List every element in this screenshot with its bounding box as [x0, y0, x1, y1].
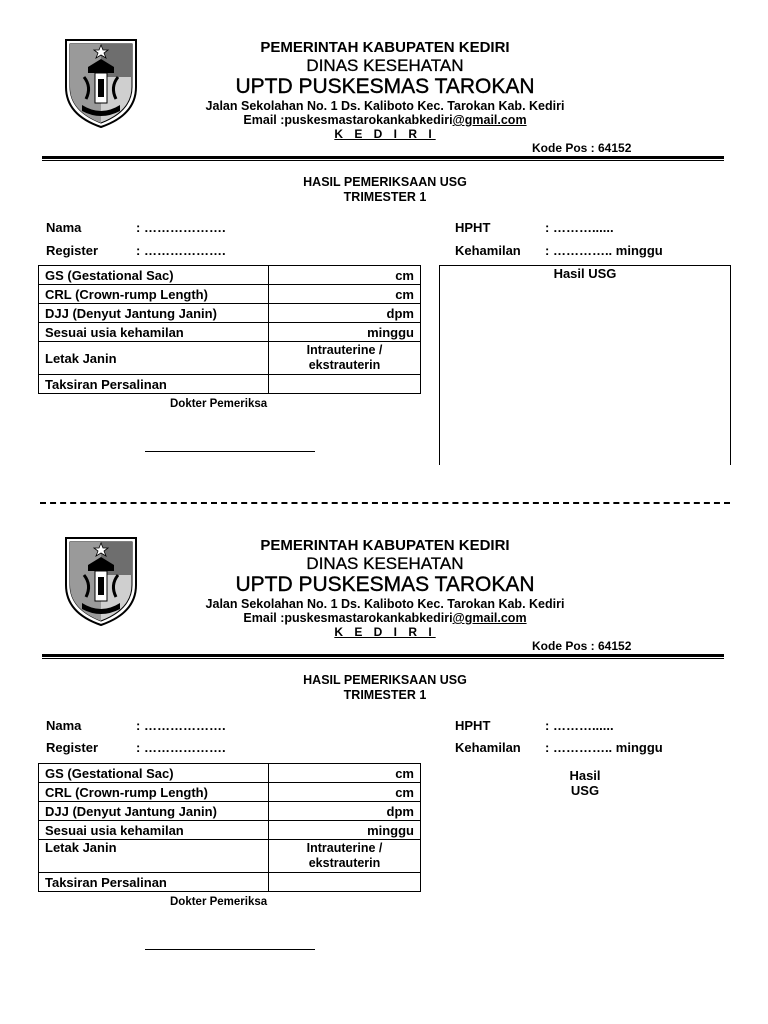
- table-row: [39, 840, 421, 873]
- usg-result-caption: [560, 768, 610, 798]
- table-row: [39, 783, 421, 802]
- hpht-field[interactable]: : ………......: [545, 220, 614, 235]
- table-row: [39, 266, 421, 285]
- header-address: Jalan Sekolahan No. 1 Ds. Kaliboto Kec. Tarokan Kab. Kediri: [205, 99, 565, 113]
- usg-result-caption: Hasil USG: [553, 266, 617, 281]
- row-unit[interactable]: [269, 873, 421, 892]
- hpht-field[interactable]: : ………......: [545, 718, 614, 733]
- form-title: HASIL PEMERIKSAAN USG: [303, 673, 467, 687]
- header-city: K E D I R I: [334, 625, 436, 639]
- row-unit[interactable]: dpm: [269, 802, 421, 821]
- usg-measurement-table: [38, 763, 421, 892]
- hpht-label: HPHT: [455, 220, 491, 235]
- header-department: DINAS KESEHATAN: [306, 554, 464, 573]
- table-row: [39, 873, 421, 892]
- form-subtitle: TRIMESTER 1: [343, 688, 427, 702]
- register-label: Register: [46, 740, 99, 755]
- row-label: Letak Janin: [39, 342, 269, 375]
- kehamilan-field[interactable]: : ………….. minggu: [545, 740, 663, 755]
- table-row: [39, 304, 421, 323]
- register-field[interactable]: : ……………….: [136, 243, 226, 258]
- signature-line: [145, 451, 315, 452]
- usg-form-bottom: [0, 498, 768, 998]
- email-domain-link[interactable]: @gmail.com: [452, 113, 527, 127]
- table-row: [39, 802, 421, 821]
- row-label: GS (Gestational Sac): [39, 764, 269, 783]
- table-row: [39, 342, 421, 375]
- nama-label: Nama: [46, 220, 82, 235]
- doctor-label: Dokter Pemeriksa: [170, 398, 268, 410]
- usg-result-box[interactable]: [439, 265, 731, 465]
- row-label: Sesuai usia kehamilan: [39, 323, 269, 342]
- kediri-emblem-logo: [62, 535, 140, 627]
- row-unit[interactable]: cm: [269, 783, 421, 802]
- row-label: Sesuai usia kehamilan: [39, 821, 269, 840]
- row-label: DJJ (Denyut Jantung Janin): [39, 304, 269, 323]
- usg-form-top: [0, 0, 768, 500]
- row-unit[interactable]: cm: [269, 764, 421, 783]
- header-divider-thick: [42, 654, 724, 657]
- header-email: [150, 113, 620, 127]
- header-government: PEMERINTAH KABUPATEN KEDIRI: [260, 39, 510, 56]
- row-unit[interactable]: Intrauterine / ekstrauterin: [269, 342, 421, 375]
- row-label: DJJ (Denyut Jantung Janin): [39, 802, 269, 821]
- header-department: DINAS KESEHATAN: [306, 56, 464, 75]
- row-label: CRL (Crown-rump Length): [39, 285, 269, 304]
- postal-code: Kode Pos : 64152: [532, 141, 632, 155]
- table-row: [39, 375, 421, 394]
- email-prefix: Email :puskesmastarokankabkediri: [243, 611, 453, 625]
- header-clinic-name: UPTD PUSKESMAS TAROKAN: [235, 573, 535, 596]
- row-unit[interactable]: dpm: [269, 304, 421, 323]
- table-row: [39, 821, 421, 840]
- register-field[interactable]: : ……………….: [136, 740, 226, 755]
- table-row: [39, 323, 421, 342]
- row-unit[interactable]: minggu: [269, 323, 421, 342]
- kehamilan-label: Kehamilan: [455, 243, 521, 258]
- header-divider-thin: [42, 658, 724, 659]
- hpht-label: HPHT: [455, 718, 491, 733]
- usg-caption-line1: Hasil: [569, 768, 601, 783]
- row-label: GS (Gestational Sac): [39, 266, 269, 285]
- table-row: [39, 285, 421, 304]
- row-unit[interactable]: cm: [269, 285, 421, 304]
- nama-label: Nama: [46, 718, 82, 733]
- header-government: PEMERINTAH KABUPATEN KEDIRI: [260, 537, 510, 554]
- kehamilan-field[interactable]: : ………….. minggu: [545, 243, 663, 258]
- kehamilan-label: Kehamilan: [455, 740, 521, 755]
- usg-caption-line2: USG: [570, 783, 600, 798]
- row-unit[interactable]: [269, 375, 421, 394]
- doctor-label: Dokter Pemeriksa: [170, 896, 268, 908]
- email-domain-link[interactable]: @gmail.com: [452, 611, 527, 625]
- header-divider-thin: [42, 160, 724, 161]
- row-unit[interactable]: Intrauterine / ekstrauterin: [269, 840, 421, 873]
- kediri-emblem-logo: [62, 37, 140, 129]
- header-clinic-name: UPTD PUSKESMAS TAROKAN: [235, 75, 535, 98]
- form-title: HASIL PEMERIKSAAN USG: [303, 175, 467, 189]
- postal-code: Kode Pos : 64152: [532, 639, 632, 653]
- nama-field[interactable]: : ……………….: [136, 220, 226, 235]
- table-row: [39, 764, 421, 783]
- header-address: Jalan Sekolahan No. 1 Ds. Kaliboto Kec. Tarokan Kab. Kediri: [205, 597, 565, 611]
- form-subtitle: TRIMESTER 1: [343, 190, 427, 204]
- row-label: Letak Janin: [39, 840, 269, 873]
- header-divider-thick: [42, 156, 724, 159]
- row-unit[interactable]: cm: [269, 266, 421, 285]
- header-city: K E D I R I: [334, 127, 436, 141]
- signature-line: [145, 949, 315, 950]
- register-label: Register: [46, 243, 99, 258]
- nama-field[interactable]: : ……………….: [136, 718, 226, 733]
- usg-measurement-table: [38, 265, 421, 394]
- row-label: Taksiran Persalinan: [39, 375, 269, 394]
- row-unit[interactable]: minggu: [269, 821, 421, 840]
- email-prefix: Email :puskesmastarokankabkediri: [243, 113, 453, 127]
- header-email: [150, 611, 620, 625]
- row-label: Taksiran Persalinan: [39, 873, 269, 892]
- row-label: CRL (Crown-rump Length): [39, 783, 269, 802]
